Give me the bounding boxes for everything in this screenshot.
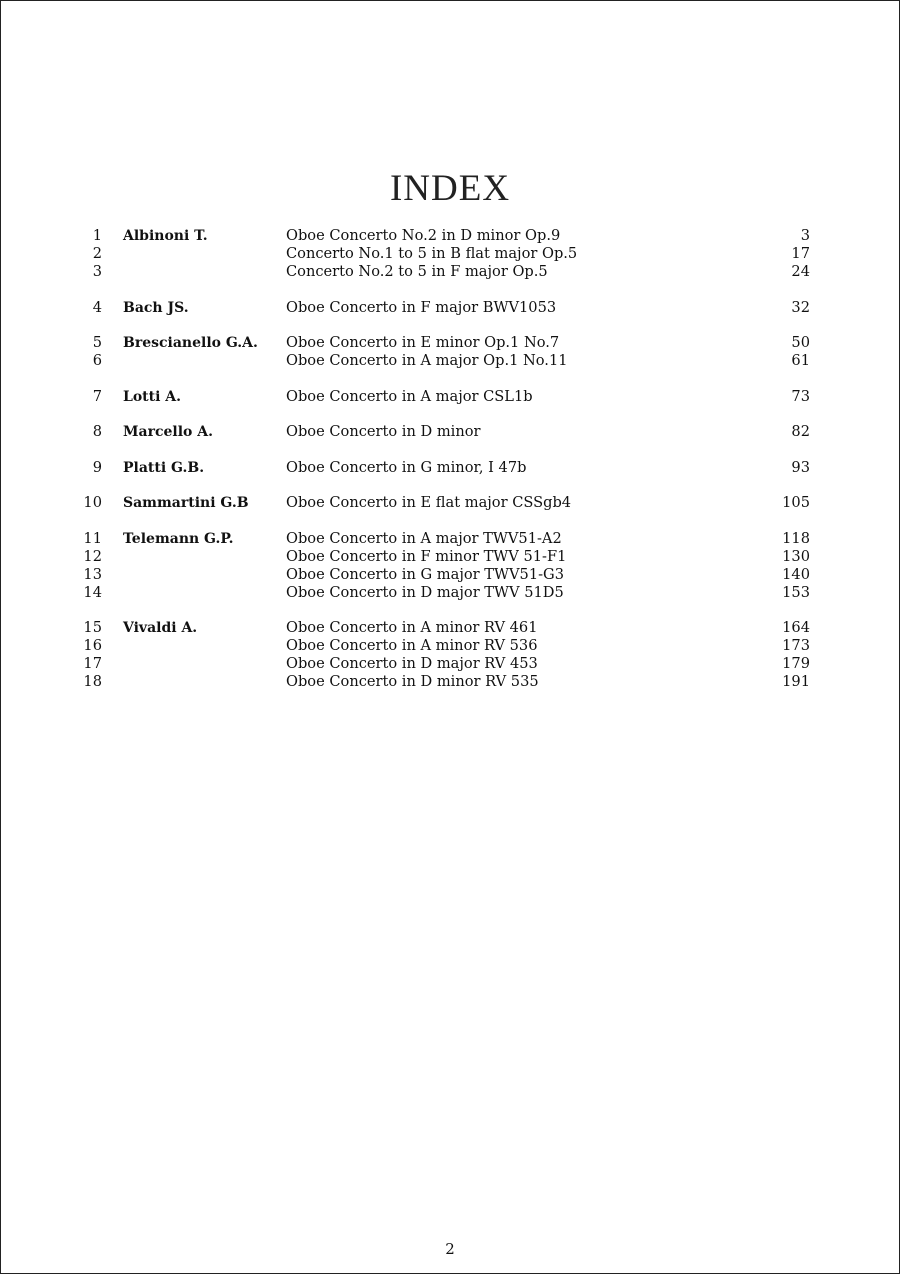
index-list	[0, 227, 900, 709]
composer-group	[0, 334, 900, 370]
work-title: Oboe Concerto in A major CSL1b	[286, 387, 533, 405]
index-entry[interactable]	[0, 673, 900, 691]
page-number: 24	[791, 263, 810, 280]
index-entry[interactable]	[0, 619, 900, 637]
page-number: 118	[782, 529, 810, 547]
work-title: Oboe Concerto in A major TWV51-A2	[286, 529, 562, 547]
composer-group	[0, 530, 900, 602]
composer-name: Platti G.B.	[123, 459, 205, 476]
page-number: 153	[782, 583, 810, 601]
work-title: Oboe Concerto in D minor	[286, 423, 481, 440]
entry-number: 17	[83, 655, 102, 672]
index-entry[interactable]	[0, 227, 900, 245]
page-number: 61	[791, 352, 810, 369]
page-number: 32	[791, 298, 810, 316]
composer-group	[0, 459, 900, 477]
page-number: 179	[782, 655, 810, 672]
work-title: Oboe Concerto in F minor TWV 51-F1	[286, 547, 567, 565]
work-title: Oboe Concerto in D major RV 453	[286, 655, 538, 672]
page-number: 73	[791, 387, 810, 405]
composer-group	[0, 423, 900, 441]
entry-number: 3	[92, 263, 102, 280]
composer-name: Brescianello G.A.	[123, 335, 258, 351]
work-title: Oboe Concerto in F major BWV1053	[286, 298, 557, 316]
entry-number: 1	[92, 227, 102, 244]
index-entry[interactable]	[0, 263, 900, 281]
work-title: Oboe Concerto in E minor Op.1 No.7	[286, 334, 560, 351]
entry-number: 2	[92, 245, 102, 262]
entry-number: 18	[83, 673, 102, 690]
entry-number: 12	[83, 547, 102, 565]
index-entry[interactable]	[0, 584, 900, 602]
work-title: Oboe Concerto in G major TWV51-G3	[286, 565, 564, 583]
page-number: 105	[782, 494, 810, 511]
index-entry[interactable]	[0, 388, 900, 406]
footer-page-number: 2	[445, 1240, 455, 1258]
entry-number: 15	[83, 619, 102, 636]
entry-number: 9	[92, 458, 102, 476]
page-number: 164	[782, 619, 810, 636]
entry-number: 5	[92, 334, 102, 351]
page-title: INDEX	[389, 167, 511, 209]
composer-name: Albinoni T.	[123, 228, 208, 244]
page-number: 191	[782, 673, 810, 690]
entry-number: 7	[92, 387, 102, 405]
index-entry[interactable]	[0, 655, 900, 673]
work-title: Oboe Concerto in D minor RV 535	[286, 673, 539, 690]
entry-number: 16	[83, 637, 102, 654]
entry-number: 6	[92, 352, 102, 369]
composer-group	[0, 388, 900, 406]
page-number: 50	[791, 334, 810, 351]
work-title: Oboe Concerto in D major TWV 51D5	[286, 583, 564, 601]
work-title: Oboe Concerto in A major Op.1 No.11	[286, 352, 568, 369]
composer-name: Telemann G.P.	[123, 530, 234, 547]
page-number: 173	[782, 637, 810, 654]
page-number: 130	[782, 547, 810, 565]
page-number: 17	[791, 245, 810, 262]
entry-number: 13	[83, 565, 102, 583]
index-entry[interactable]	[0, 566, 900, 584]
index-entry[interactable]	[0, 334, 900, 352]
page-number: 93	[791, 458, 810, 476]
entry-number: 14	[83, 583, 102, 601]
index-entry[interactable]	[0, 637, 900, 655]
index-entry[interactable]	[0, 352, 900, 370]
composer-name: Marcello A.	[123, 424, 213, 440]
composer-name: Vivaldi A.	[123, 620, 198, 636]
composer-name: Sammartini G.B	[123, 495, 249, 511]
index-entry[interactable]	[0, 459, 900, 477]
index-entry[interactable]	[0, 494, 900, 512]
work-title: Oboe Concerto in G minor, I 47b	[286, 458, 527, 476]
entry-number: 11	[83, 529, 102, 547]
work-title: Oboe Concerto in A minor RV 536	[286, 637, 538, 654]
index-entry[interactable]	[0, 423, 900, 441]
composer-group	[0, 494, 900, 512]
page-number: 82	[791, 423, 810, 440]
index-entry[interactable]	[0, 530, 900, 548]
page-number: 140	[782, 565, 810, 583]
work-title: Concerto No.2 to 5 in F major Op.5	[286, 263, 548, 280]
composer-group	[0, 299, 900, 317]
index-entry[interactable]	[0, 299, 900, 317]
composer-name: Lotti A.	[123, 388, 182, 405]
composer-group	[0, 619, 900, 691]
composer-name: Bach JS.	[123, 299, 189, 316]
work-title: Concerto No.1 to 5 in B flat major Op.5	[286, 245, 578, 262]
work-title: Oboe Concerto No.2 in D minor Op.9	[286, 227, 561, 244]
page-number: 3	[800, 227, 810, 244]
work-title: Oboe Concerto in A minor RV 461	[286, 619, 538, 636]
entry-number: 4	[92, 298, 102, 316]
entry-number: 8	[92, 423, 102, 440]
index-entry[interactable]	[0, 548, 900, 566]
entry-number: 10	[83, 494, 102, 511]
work-title: Oboe Concerto in E flat major CSSgb4	[286, 494, 572, 511]
composer-group	[0, 227, 900, 281]
index-entry[interactable]	[0, 245, 900, 263]
